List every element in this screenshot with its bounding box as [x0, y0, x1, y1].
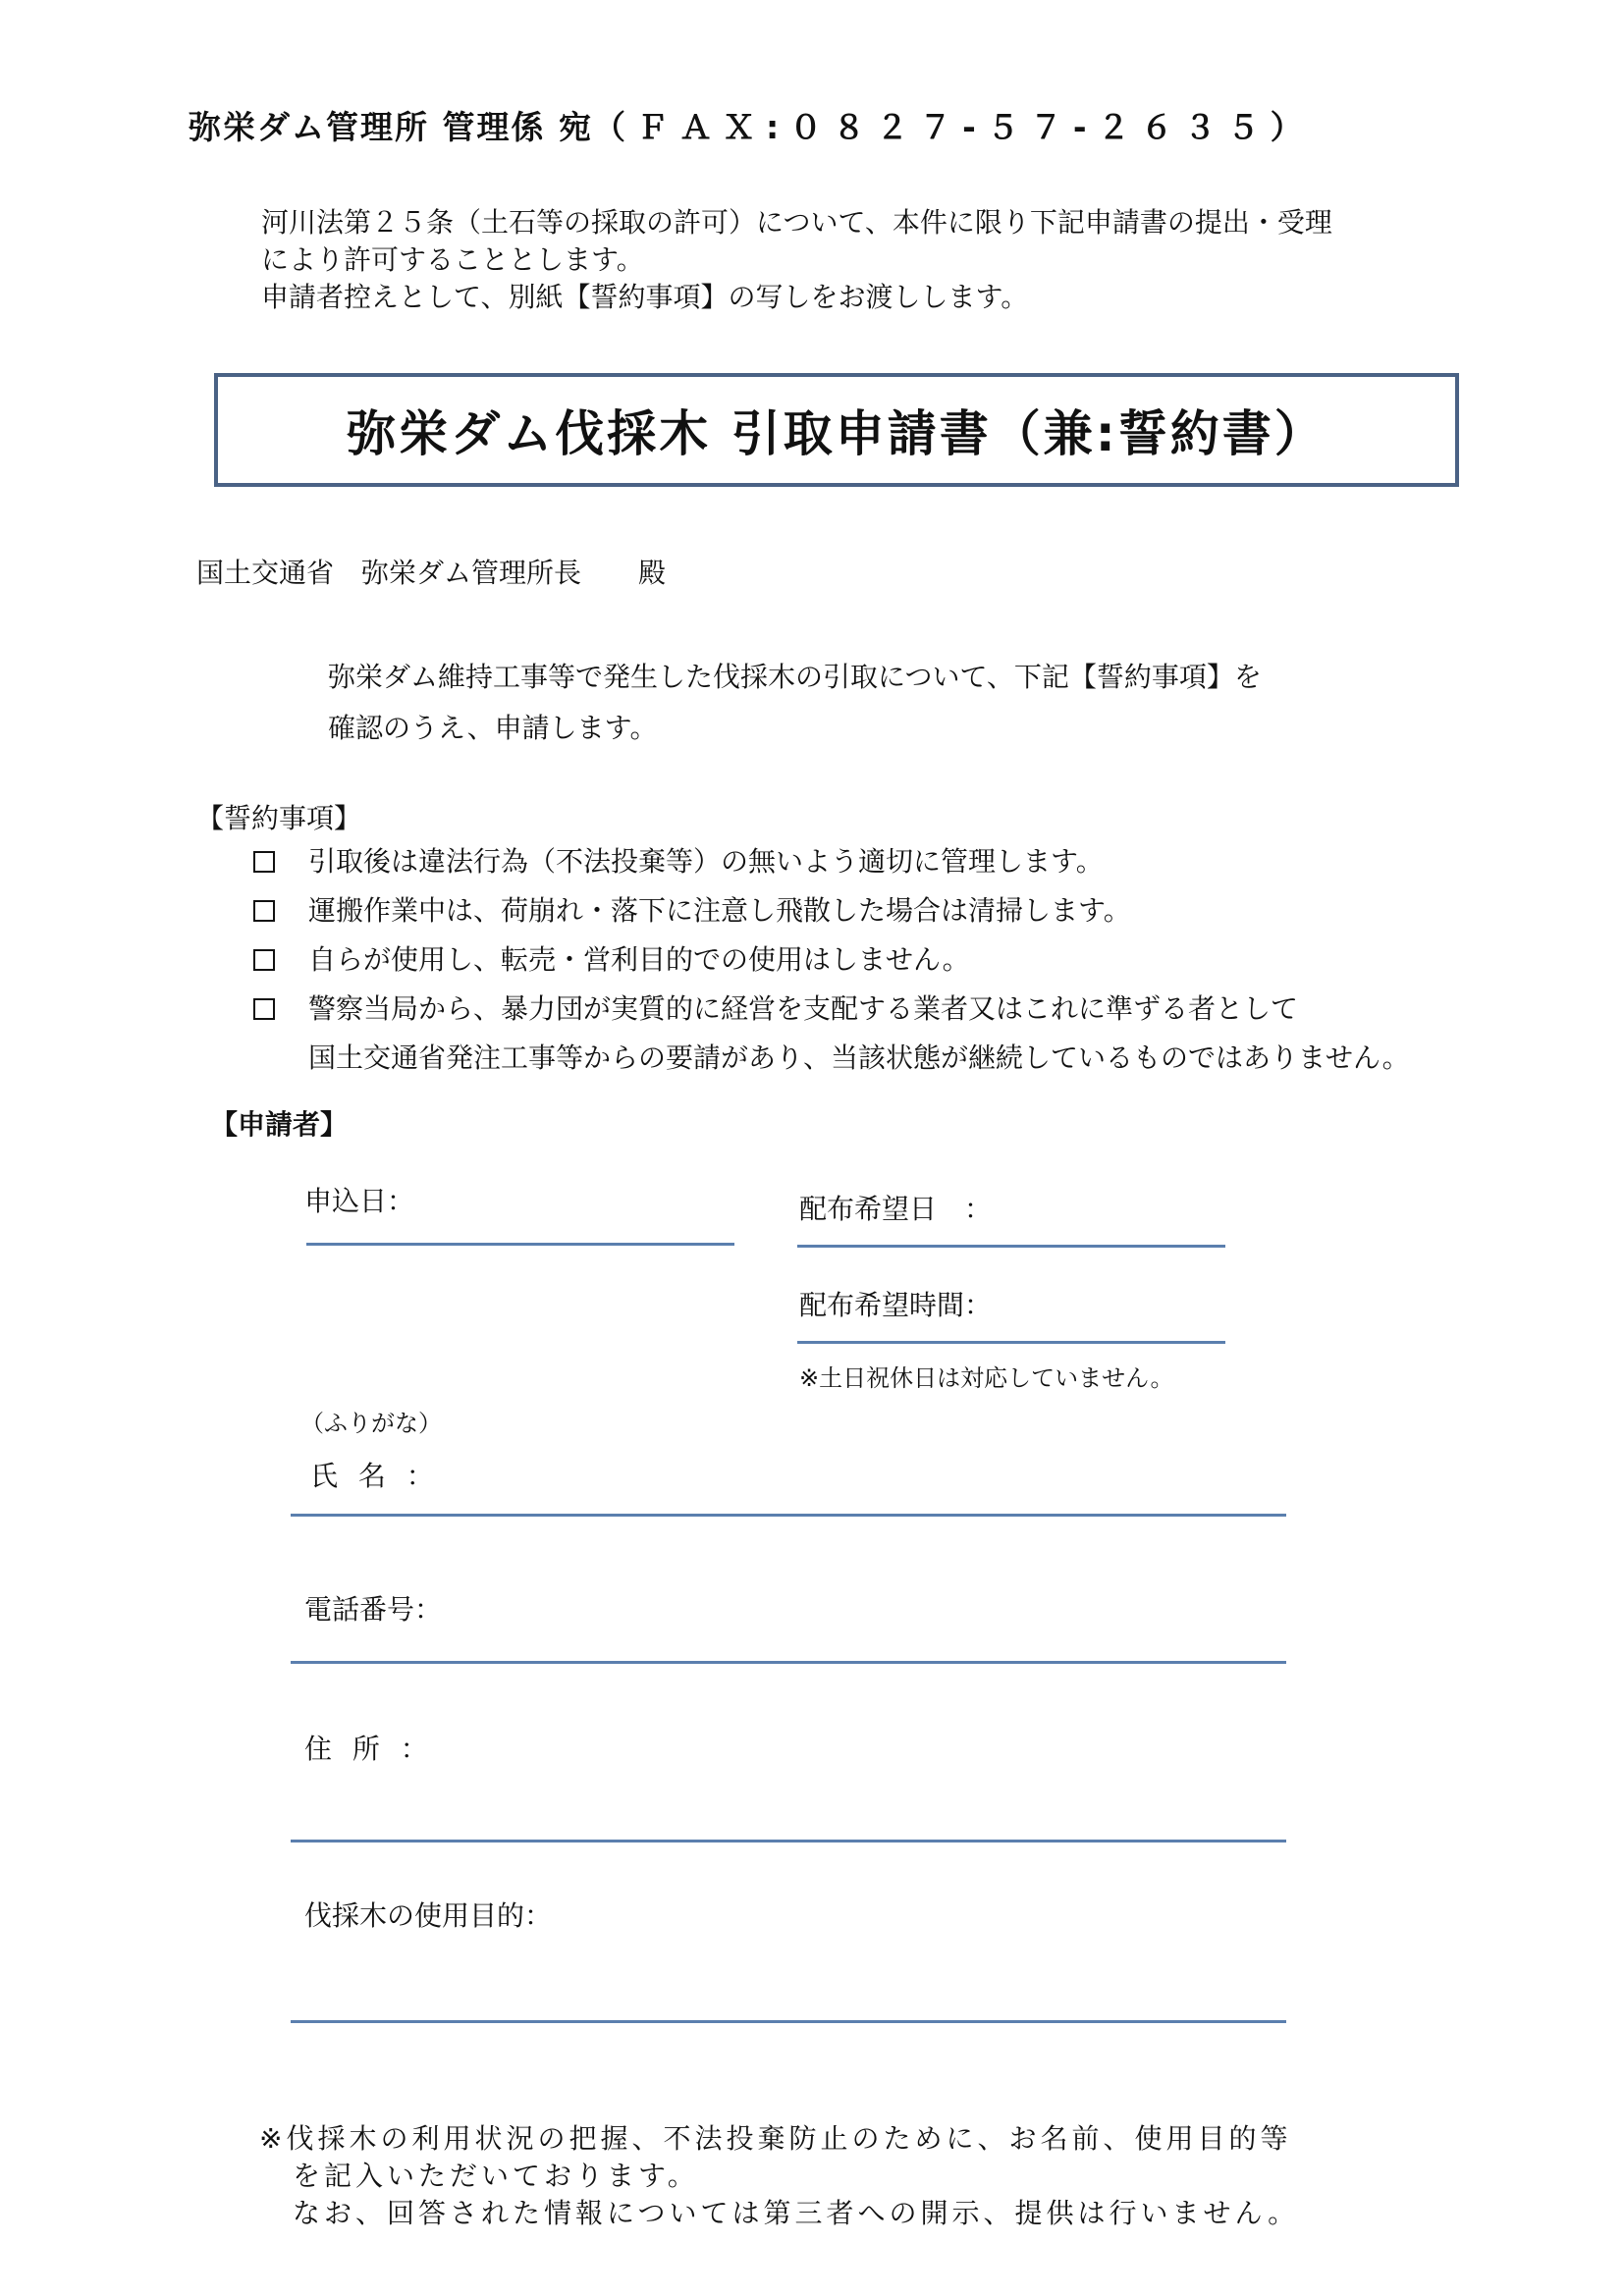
pledge-text: 引取後は違法行為（不法投棄等）の無いよう適切に管理します。	[308, 845, 1104, 878]
permit-notice-line: により許可することとします。	[261, 243, 644, 276]
request-line: 確認のうえ、申請します。	[328, 712, 658, 744]
title-box	[214, 373, 1459, 487]
pledge-list	[253, 842, 1410, 1083]
pledge-heading: 【誓約事項】	[196, 802, 362, 834]
fax-number: （ＦＡＸ:０８２７-５７-２６３５）	[592, 108, 1314, 146]
delivery-time-label: 配布希望時間：	[799, 1289, 993, 1321]
document-title: 弥栄ダム伐採木 引取申請書（兼:誓約書）	[347, 405, 1326, 462]
request-statement	[328, 652, 1262, 754]
privacy-note-line: なお、回答された情報については第三者への開示、提供は行いません。	[293, 2197, 1300, 2229]
application-date-field[interactable]	[306, 1243, 734, 1246]
delivery-date-field[interactable]	[797, 1245, 1225, 1248]
privacy-note-line: ※伐採木の利用状況の把握、不法投棄防止のために、お名前、使用目的等	[259, 2122, 1292, 2155]
fax-header	[189, 102, 1314, 148]
application-date-label: 申込日：	[304, 1185, 415, 1217]
applicant-heading: 【申請者】	[210, 1108, 349, 1141]
purpose-field[interactable]	[291, 2020, 1286, 2023]
permit-notice-line: 申請者控えとして、別紙【誓約事項】の写しをお渡しします。	[261, 281, 1029, 313]
pledge-text-line: 国土交通省発注工事等からの要請があり、当該状態が継続しているものではありません。	[308, 1041, 1410, 1074]
fax-addressee: 弥栄ダム管理所 管理係 宛	[189, 108, 593, 146]
pledge-item	[253, 940, 1410, 989]
furigana-label: （ふりがな）	[300, 1410, 442, 1437]
permit-notice-line: 河川法第２５条（土石等の採取の許可）について、本件に限り下記申請書の提出・受理	[261, 206, 1332, 239]
pledge-text	[308, 985, 1410, 1083]
name-field[interactable]	[291, 1514, 1286, 1517]
pledge-text: 自らが使用し、転売・営利目的での使用はしません。	[308, 943, 970, 976]
purpose-label: 伐採木の使用目的：	[304, 1899, 553, 1932]
pledge-text: 運搬作業中は、荷崩れ・落下に注意し飛散した場合は清掃します。	[308, 894, 1131, 927]
delivery-date-label: 配布希望日 ：	[799, 1193, 993, 1225]
pledge-checkbox[interactable]	[253, 949, 275, 971]
request-line: 弥栄ダム維持工事等で発生した伐採木の引取について、下記【誓約事項】を	[328, 661, 1262, 693]
address-label: 住 所 ：	[304, 1733, 434, 1765]
addressee	[196, 552, 666, 591]
pledge-checkbox[interactable]	[253, 900, 275, 922]
address-field[interactable]	[291, 1840, 1286, 1842]
pledge-checkbox[interactable]	[253, 851, 275, 873]
pledge-item	[253, 891, 1410, 940]
phone-field[interactable]	[291, 1661, 1286, 1664]
privacy-note	[259, 2120, 1299, 2232]
privacy-note-line: を記入いただいております。	[293, 2160, 699, 2192]
name-label: 氏 名 ：	[310, 1460, 440, 1492]
pledge-text-line: 警察当局から、暴力団が実質的に経営を支配する業者又はこれに準ずる者として	[308, 992, 1299, 1025]
addressee-org: 国土交通省 弥栄ダム管理所長	[196, 557, 582, 589]
addressee-honorific: 殿	[638, 557, 667, 589]
delivery-time-field[interactable]	[797, 1341, 1225, 1344]
phone-label: 電話番号：	[304, 1593, 443, 1626]
pledge-checkbox[interactable]	[253, 998, 275, 1020]
permit-notice	[261, 204, 1332, 316]
pledge-item	[253, 842, 1410, 891]
weekend-note: ※土日祝休日は対応していません。	[799, 1364, 1174, 1392]
pledge-item	[253, 989, 1410, 1083]
